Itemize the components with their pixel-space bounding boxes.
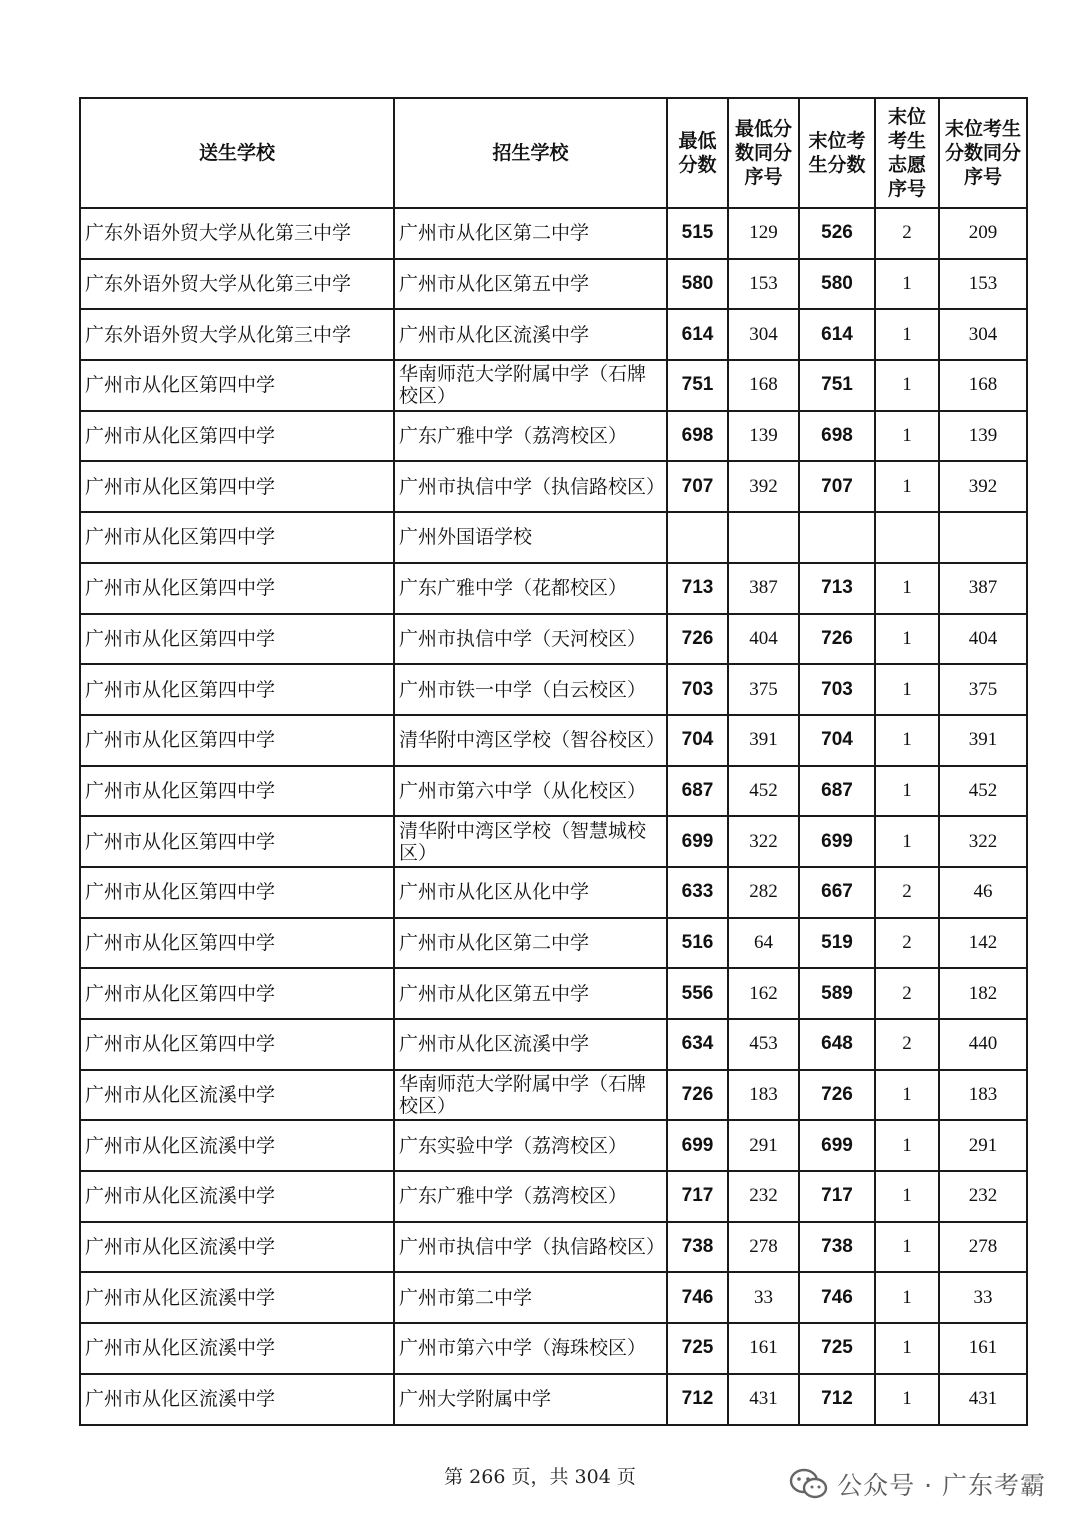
min-score-cell: 717 (667, 1171, 728, 1222)
admitting-school-cell: 广州市从化区第五中学 (394, 968, 667, 1019)
table-row (80, 867, 1027, 918)
sending-school-cell: 广州市从化区第四中学 (80, 867, 394, 918)
min-score-rank-cell (728, 512, 799, 563)
sending-school-cell: 广州市从化区流溪中学 (80, 1070, 394, 1121)
sending-school-cell: 广州市从化区第四中学 (80, 411, 394, 462)
sending-school-cell: 广东外语外贸大学从化第三中学 (80, 259, 394, 310)
wechat-icon (789, 1468, 829, 1500)
last-score-rank-cell: 375 (939, 664, 1027, 715)
min-score-rank-cell: 161 (728, 1323, 799, 1374)
admitting-school-cell: 广州市从化区流溪中学 (394, 1019, 667, 1070)
min-score-cell: 556 (667, 968, 728, 1019)
min-score-cell: 704 (667, 715, 728, 766)
min-score-rank-cell: 64 (728, 918, 799, 969)
sending-school-cell: 广东外语外贸大学从化第三中学 (80, 208, 394, 259)
table-row (80, 614, 1027, 665)
last-score-cell: 712 (799, 1374, 875, 1425)
table-row (80, 1272, 1027, 1323)
header-last-score: 末位考 生分数 (799, 98, 875, 208)
last-choice-no-cell: 2 (875, 867, 939, 918)
last-score-cell: 519 (799, 918, 875, 969)
last-score-rank-cell: 46 (939, 867, 1027, 918)
admitting-school-cell: 广东实验中学（荔湾校区） (394, 1120, 667, 1171)
min-score-cell: 746 (667, 1272, 728, 1323)
min-score-rank-cell: 162 (728, 968, 799, 1019)
table-row (80, 1323, 1027, 1374)
min-score-cell: 687 (667, 766, 728, 817)
sending-school-cell: 广州市从化区第四中学 (80, 918, 394, 969)
admitting-school-cell: 广州市从化区第五中学 (394, 259, 667, 310)
min-score-cell: 580 (667, 259, 728, 310)
min-score-rank-cell: 387 (728, 563, 799, 614)
admitting-school-cell: 广东广雅中学（荔湾校区） (394, 411, 667, 462)
last-choice-no-cell: 2 (875, 1019, 939, 1070)
last-choice-no-cell: 1 (875, 1222, 939, 1273)
admitting-school-cell: 华南师范大学附属中学（石牌校区） (394, 1070, 667, 1121)
last-score-rank-cell: 168 (939, 360, 1027, 411)
sending-school-cell: 广州市从化区第四中学 (80, 968, 394, 1019)
last-score-rank-cell: 404 (939, 614, 1027, 665)
last-score-cell: 648 (799, 1019, 875, 1070)
min-score-cell: 515 (667, 208, 728, 259)
min-score-cell: 703 (667, 664, 728, 715)
last-score-cell: 580 (799, 259, 875, 310)
last-score-rank-cell: 139 (939, 411, 1027, 462)
admitting-school-cell: 华南师范大学附属中学（石牌校区） (394, 360, 667, 411)
last-score-rank-cell: 209 (939, 208, 1027, 259)
last-choice-no-cell: 1 (875, 309, 939, 360)
admitting-school-cell: 广州市第二中学 (394, 1272, 667, 1323)
admitting-school-cell: 广州市从化区第二中学 (394, 918, 667, 969)
last-score-rank-cell: 278 (939, 1222, 1027, 1273)
table-row (80, 715, 1027, 766)
last-score-cell: 707 (799, 461, 875, 512)
min-score-cell: 726 (667, 614, 728, 665)
last-score-rank-cell: 392 (939, 461, 1027, 512)
last-choice-no-cell: 1 (875, 461, 939, 512)
table-row (80, 1171, 1027, 1222)
min-score-cell: 516 (667, 918, 728, 969)
last-score-cell: 698 (799, 411, 875, 462)
table-row (80, 1374, 1027, 1425)
min-score-rank-cell: 431 (728, 1374, 799, 1425)
watermark-text: 公众号 · 广东考霸 (837, 1471, 1046, 1500)
last-choice-no-cell: 1 (875, 259, 939, 310)
last-choice-no-cell: 1 (875, 715, 939, 766)
min-score-rank-cell: 153 (728, 259, 799, 310)
last-choice-no-cell: 2 (875, 968, 939, 1019)
min-score-cell: 751 (667, 360, 728, 411)
admitting-school-cell: 清华附中湾区学校（智谷校区） (394, 715, 667, 766)
table-row (80, 563, 1027, 614)
min-score-cell: 712 (667, 1374, 728, 1425)
admitting-school-cell: 广州外国语学校 (394, 512, 667, 563)
table-row (80, 411, 1027, 462)
admitting-school-cell: 广州市第六中学（海珠校区） (394, 1323, 667, 1374)
min-score-rank-cell: 404 (728, 614, 799, 665)
min-score-cell: 707 (667, 461, 728, 512)
last-score-cell: 667 (799, 867, 875, 918)
last-choice-no-cell: 1 (875, 1272, 939, 1323)
min-score-rank-cell: 375 (728, 664, 799, 715)
min-score-rank-cell: 452 (728, 766, 799, 817)
admitting-school-cell: 广州市从化区流溪中学 (394, 309, 667, 360)
min-score-rank-cell: 291 (728, 1120, 799, 1171)
table-row (80, 968, 1027, 1019)
min-score-rank-cell: 139 (728, 411, 799, 462)
last-score-rank-cell: 153 (939, 259, 1027, 310)
sending-school-cell: 广州市从化区第四中学 (80, 766, 394, 817)
sending-school-cell: 广州市从化区流溪中学 (80, 1222, 394, 1273)
sending-school-cell: 广州市从化区流溪中学 (80, 1323, 394, 1374)
last-score-rank-cell: 291 (939, 1120, 1027, 1171)
table-row (80, 664, 1027, 715)
min-score-rank-cell: 278 (728, 1222, 799, 1273)
min-score-rank-cell: 391 (728, 715, 799, 766)
admitting-school-cell: 广州市执信中学（执信路校区） (394, 1222, 667, 1273)
admitting-school-cell: 广东广雅中学（花都校区） (394, 563, 667, 614)
table-row (80, 816, 1027, 867)
min-score-rank-cell: 304 (728, 309, 799, 360)
min-score-cell: 713 (667, 563, 728, 614)
table-row (80, 1120, 1027, 1171)
last-score-rank-cell: 232 (939, 1171, 1027, 1222)
last-score-cell: 746 (799, 1272, 875, 1323)
min-score-cell: 634 (667, 1019, 728, 1070)
admitting-school-cell: 广东广雅中学（荔湾校区） (394, 1171, 667, 1222)
min-score-cell: 738 (667, 1222, 728, 1273)
last-score-cell: 751 (799, 360, 875, 411)
table-row (80, 766, 1027, 817)
min-score-rank-cell: 232 (728, 1171, 799, 1222)
table-row (80, 1222, 1027, 1273)
table-row (80, 461, 1027, 512)
sending-school-cell: 广州市从化区第四中学 (80, 360, 394, 411)
last-choice-no-cell: 1 (875, 563, 939, 614)
admitting-school-cell: 广州市执信中学（天河校区） (394, 614, 667, 665)
table-row (80, 1019, 1027, 1070)
last-score-cell: 725 (799, 1323, 875, 1374)
admitting-school-cell: 广州市铁一中学（白云校区） (394, 664, 667, 715)
sending-school-cell: 广州市从化区第四中学 (80, 614, 394, 665)
min-score-rank-cell: 129 (728, 208, 799, 259)
last-choice-no-cell: 1 (875, 664, 939, 715)
last-score-cell: 738 (799, 1222, 875, 1273)
min-score-rank-cell: 392 (728, 461, 799, 512)
min-score-cell: 614 (667, 309, 728, 360)
table-row (80, 208, 1027, 259)
min-score-cell: 725 (667, 1323, 728, 1374)
last-score-rank-cell: 142 (939, 918, 1027, 969)
sending-school-cell: 广州市从化区第四中学 (80, 563, 394, 614)
last-score-rank-cell: 322 (939, 816, 1027, 867)
min-score-rank-cell: 282 (728, 867, 799, 918)
watermark (789, 1466, 1046, 1502)
last-choice-no-cell: 1 (875, 360, 939, 411)
sending-school-cell: 广东外语外贸大学从化第三中学 (80, 309, 394, 360)
last-choice-no-cell: 1 (875, 1323, 939, 1374)
sending-school-cell: 广州市从化区流溪中学 (80, 1272, 394, 1323)
last-score-cell: 726 (799, 1070, 875, 1121)
last-score-rank-cell: 33 (939, 1272, 1027, 1323)
min-score-rank-cell: 453 (728, 1019, 799, 1070)
sending-school-cell: 广州市从化区流溪中学 (80, 1171, 394, 1222)
last-choice-no-cell: 1 (875, 1120, 939, 1171)
min-score-rank-cell: 33 (728, 1272, 799, 1323)
last-score-cell: 704 (799, 715, 875, 766)
page-number: 第 266 页，共 304 页 (444, 1466, 636, 1488)
sending-school-cell: 广州市从化区第四中学 (80, 461, 394, 512)
last-score-cell: 717 (799, 1171, 875, 1222)
last-choice-no-cell: 1 (875, 411, 939, 462)
table-row (80, 512, 1027, 563)
last-choice-no-cell: 1 (875, 1171, 939, 1222)
admission-score-table (79, 97, 1028, 1426)
min-score-rank-cell: 322 (728, 816, 799, 867)
last-choice-no-cell: 1 (875, 614, 939, 665)
last-score-rank-cell: 183 (939, 1070, 1027, 1121)
last-score-rank-cell (939, 512, 1027, 563)
min-score-cell: 699 (667, 1120, 728, 1171)
table-header-row (80, 98, 1027, 208)
admitting-school-cell: 清华附中湾区学校（智慧城校区） (394, 816, 667, 867)
sending-school-cell: 广州市从化区流溪中学 (80, 1374, 394, 1425)
table-row (80, 309, 1027, 360)
header-min-score-rank: 最低分 数同分 序号 (728, 98, 799, 208)
table-row (80, 1070, 1027, 1121)
min-score-cell: 633 (667, 867, 728, 918)
admitting-school-cell: 广州市从化区从化中学 (394, 867, 667, 918)
sending-school-cell: 广州市从化区第四中学 (80, 715, 394, 766)
header-admitting-school: 招生学校 (394, 98, 667, 208)
last-score-cell: 703 (799, 664, 875, 715)
last-score-rank-cell: 391 (939, 715, 1027, 766)
last-score-cell: 589 (799, 968, 875, 1019)
last-score-cell: 699 (799, 816, 875, 867)
admitting-school-cell: 广州市从化区第二中学 (394, 208, 667, 259)
last-score-cell: 726 (799, 614, 875, 665)
last-choice-no-cell: 1 (875, 1374, 939, 1425)
min-score-cell: 726 (667, 1070, 728, 1121)
last-choice-no-cell: 2 (875, 208, 939, 259)
last-score-cell (799, 512, 875, 563)
last-score-rank-cell: 452 (939, 766, 1027, 817)
table-row (80, 918, 1027, 969)
header-last-score-rank: 末位考生 分数同分 序号 (939, 98, 1027, 208)
header-sending-school: 送生学校 (80, 98, 394, 208)
last-choice-no-cell: 1 (875, 1070, 939, 1121)
sending-school-cell: 广州市从化区第四中学 (80, 512, 394, 563)
last-score-cell: 614 (799, 309, 875, 360)
last-choice-no-cell (875, 512, 939, 563)
last-score-rank-cell: 161 (939, 1323, 1027, 1374)
last-choice-no-cell: 1 (875, 816, 939, 867)
last-score-rank-cell: 304 (939, 309, 1027, 360)
min-score-rank-cell: 183 (728, 1070, 799, 1121)
header-last-choice-no: 末位 考生 志愿 序号 (875, 98, 939, 208)
min-score-cell (667, 512, 728, 563)
min-score-cell: 698 (667, 411, 728, 462)
last-score-rank-cell: 182 (939, 968, 1027, 1019)
last-score-rank-cell: 431 (939, 1374, 1027, 1425)
sending-school-cell: 广州市从化区第四中学 (80, 1019, 394, 1070)
last-score-cell: 699 (799, 1120, 875, 1171)
table-row (80, 259, 1027, 310)
last-choice-no-cell: 1 (875, 766, 939, 817)
sending-school-cell: 广州市从化区第四中学 (80, 816, 394, 867)
last-score-rank-cell: 387 (939, 563, 1027, 614)
admitting-school-cell: 广州市第六中学（从化校区） (394, 766, 667, 817)
admitting-school-cell: 广州市执信中学（执信路校区） (394, 461, 667, 512)
last-score-cell: 687 (799, 766, 875, 817)
last-score-cell: 713 (799, 563, 875, 614)
sending-school-cell: 广州市从化区第四中学 (80, 664, 394, 715)
header-min-score: 最低 分数 (667, 98, 728, 208)
last-choice-no-cell: 2 (875, 918, 939, 969)
min-score-cell: 699 (667, 816, 728, 867)
admitting-school-cell: 广州大学附属中学 (394, 1374, 667, 1425)
min-score-rank-cell: 168 (728, 360, 799, 411)
last-score-cell: 526 (799, 208, 875, 259)
sending-school-cell: 广州市从化区流溪中学 (80, 1120, 394, 1171)
table-row (80, 360, 1027, 411)
last-score-rank-cell: 440 (939, 1019, 1027, 1070)
